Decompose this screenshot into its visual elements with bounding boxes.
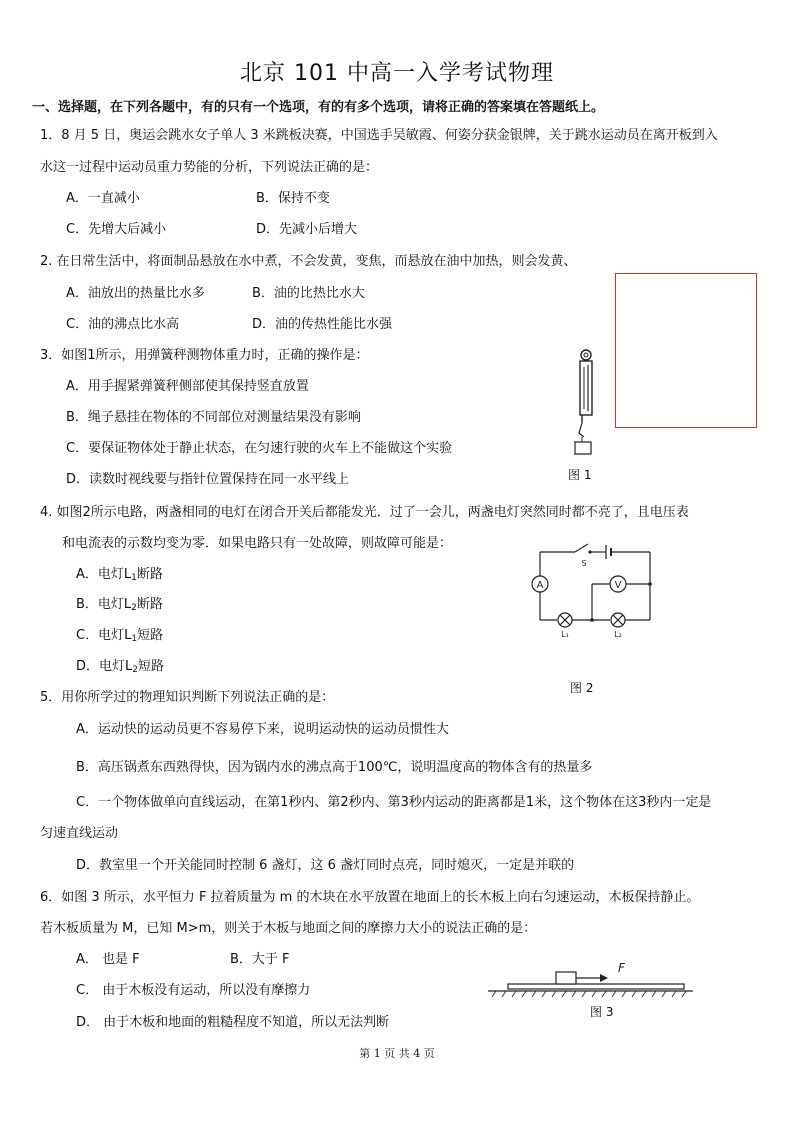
q6-stem-line2: 若木板质量为 M，已知 M>m，则关于木板与地面之间的摩擦力大小的说法正确的是：: [40, 921, 537, 936]
q1-option-c: C．先增大后减小: [66, 222, 167, 237]
q3-option-c: C．要保证物体处于静止状态，在匀速行驶的火车上不能做这个实验: [66, 441, 453, 456]
q3-stem: 3．如图1所示，用弹簧秤测物体重力时，正确的操作是：: [40, 348, 369, 363]
force-label: F: [618, 961, 625, 975]
q6-stem-line1: 6．如图 3 所示，水平恒力 F 拉着质量为 m 的木块在水平放置在地面上的长木板上向右匀速运动，木板保持静止。: [40, 890, 700, 905]
q5-option-b: B．高压锅煮东西熟得快，因为锅内水的沸点高于100℃，说明温度高的物体含有的热量多: [76, 760, 593, 775]
figure-1-label: 图 1: [568, 468, 592, 482]
switch-label: S: [581, 559, 587, 568]
q6-option-a: A． 也是 F: [76, 952, 140, 967]
q3-option-a: A．用手握紧弹簧秤侧部使其保持竖直放置: [66, 379, 309, 394]
answer-frame: [615, 273, 757, 428]
q4-stem-line2: 和电流表的示数均变为零．如果电路只有一处故障，则故障可能是：: [62, 536, 453, 551]
page-title: 北京 101 中高一入学考试物理: [240, 61, 554, 86]
q5-option-c-line2: 匀速直线运动: [40, 826, 119, 841]
lamp-l1-label: L₁: [561, 630, 569, 639]
block-on-board-figure: [488, 960, 708, 1000]
q5-option-c-line1: C．一个物体做单向直线运动，在第1秒内、第2秒内、第3秒内运动的距离都是1米，这个物体在这3秒内一定是: [76, 795, 712, 810]
q6-option-b: B．大于 F: [230, 952, 290, 967]
q2-option-b: B．油的比热比水大: [252, 286, 365, 301]
q1-option-d: D．先减小后增大: [256, 222, 358, 237]
page-footer: 第 1 页 共 4 页: [359, 1047, 435, 1060]
q3-option-b: B．绳子悬挂在物体的不同部位对测量结果没有影响: [66, 410, 361, 425]
q3-option-d: D．读数时视线要与指针位置保持在同一水平线上: [66, 472, 350, 487]
section-heading: 一、选择题，在下列各题中，有的只有一个选项，有的有多个选项，请将正确的答案填在答题纸上。: [32, 100, 605, 115]
lamp-l2-label: L₂: [614, 630, 622, 639]
q2-stem: 2. 在日常生活中，将面制品悬放在水中煮，不会发黄，变焦，而悬放在油中加热，则会发黄、: [40, 254, 577, 269]
spring-scale-figure: [565, 345, 605, 465]
q2-option-d: D．油的传热性能比水强: [252, 317, 393, 332]
q4-option-d: D．电灯$L_2$短路: [76, 659, 165, 675]
figure-3-label: 图 3: [590, 1005, 614, 1019]
voltmeter-label: V: [614, 580, 622, 591]
q1-stem-line1: 1．8 月 5 日，奥运会跳水女子单人 3 米跳板决赛，中国选手吴敏霞、何姿分获金银牌，关于跳水运动员在离开板到入: [40, 128, 718, 143]
figure-2-label: 图 2: [570, 681, 594, 695]
q4-stem-line1: 4. 如图2所示电路，两盏相同的电灯在闭合开关后都能发光．过了一会儿，两盏电灯突然同时都不亮了，且电压表: [40, 505, 689, 520]
q5-option-a: A．运动快的运动员更不容易停下来，说明运动快的运动员惯性大: [76, 722, 449, 737]
q1-option-b: B．保持不变: [256, 191, 330, 206]
q6-option-d: D． 由于木板和地面的粗糙程度不知道，所以无法判断: [76, 1015, 390, 1030]
q4-option-c: C．电灯$L_1$短路: [76, 628, 164, 644]
q6-option-c: C． 由于木板没有运动，所以没有摩擦力: [76, 983, 311, 998]
circuit-diagram: [520, 540, 660, 640]
q1-option-a: A．一直减小: [66, 191, 140, 206]
q1-stem-line2: 水这一过程中运动员重力势能的分析，下列说法正确的是：: [40, 160, 379, 175]
q2-option-c: C．油的沸点比水高: [66, 317, 180, 332]
q4-option-a: A．电灯$L_1$断路: [76, 567, 163, 583]
q2-option-a: A．油放出的热量比水多: [66, 286, 205, 301]
ammeter-label: A: [536, 580, 544, 591]
q5-option-d: D．教室里一个开关能同时控制 6 盏灯，这 6 盏灯同时点亮，同时熄灭，一定是并联的: [76, 858, 575, 873]
q5-stem: 5．用你所学过的物理知识判断下列说法正确的是：: [40, 690, 335, 705]
q4-option-b: B．电灯$L_2$断路: [76, 597, 163, 613]
